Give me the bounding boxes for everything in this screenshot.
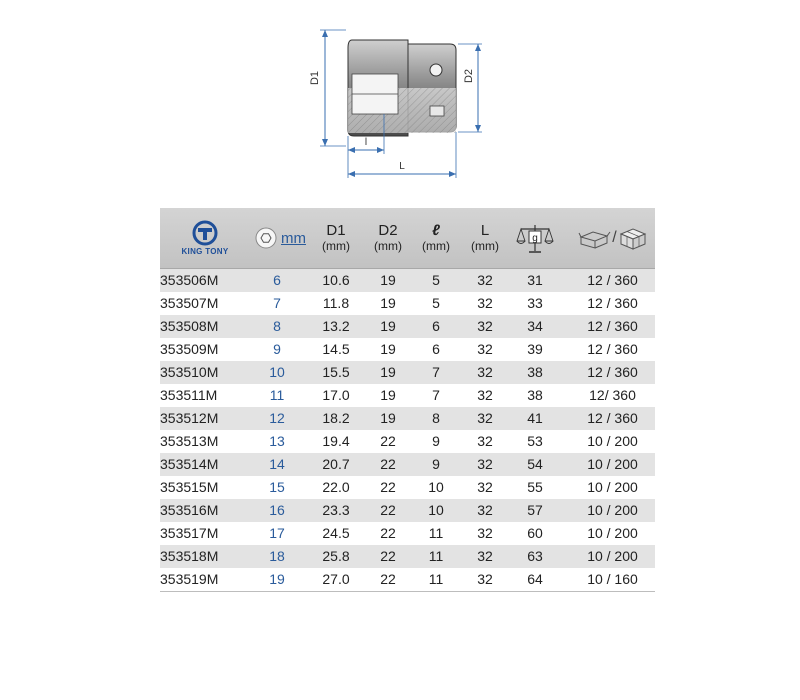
size-mm-cell: 15 — [269, 479, 285, 495]
L-cell: 32 — [477, 571, 493, 587]
L-cell: 32 — [477, 295, 493, 311]
weight-cell: 41 — [527, 410, 543, 426]
packing-cell: 10 / 200 — [587, 548, 638, 564]
l-small-cell: 5 — [432, 295, 440, 311]
brand-name: KING TONY — [181, 247, 229, 256]
d2-cell: 22 — [380, 548, 396, 564]
d1-cell: 23.3 — [322, 502, 350, 518]
table-row — [160, 430, 655, 453]
weight-cell: 38 — [527, 387, 543, 403]
spec-table — [160, 208, 655, 592]
product-code-cell: 353519M — [160, 571, 219, 587]
packing-cell: 10 / 200 — [587, 502, 638, 518]
d1-cell: 25.8 — [322, 548, 350, 564]
weight-cell: 53 — [527, 433, 543, 449]
size-mm-cell: 14 — [269, 456, 285, 472]
product-code-cell: 353517M — [160, 525, 219, 541]
weight-cell: 63 — [527, 548, 543, 564]
l-small-cell: 7 — [432, 387, 440, 403]
size-mm-cell: 11 — [269, 387, 285, 403]
d2-cell: 19 — [380, 295, 396, 311]
L-cell: 32 — [477, 341, 493, 357]
d2-cell: 22 — [380, 571, 396, 587]
header-d1-unit: (mm) — [322, 239, 350, 253]
packing-cell: 12 / 360 — [587, 295, 638, 311]
d1-cell: 15.5 — [322, 364, 350, 380]
weight-cell: 33 — [527, 295, 543, 311]
d2-cell: 22 — [380, 479, 396, 495]
table-row — [160, 545, 655, 568]
L-label: L — [399, 161, 405, 172]
table-row — [160, 338, 655, 361]
l-small-cell: 8 — [432, 410, 440, 426]
weight-cell: 54 — [527, 456, 543, 472]
product-code-cell: 353516M — [160, 502, 219, 518]
table-body — [160, 269, 655, 592]
header-mm: mm — [281, 229, 306, 247]
L-cell: 32 — [477, 318, 493, 334]
d2-cell: 22 — [380, 502, 396, 518]
product-code-cell: 353515M — [160, 479, 219, 495]
L-cell: 32 — [477, 364, 493, 380]
packing-cell: 10 / 200 — [587, 525, 638, 541]
product-code-cell: 353506M — [160, 272, 219, 288]
header-L-label: L — [480, 222, 490, 239]
l-small-cell: 11 — [428, 571, 444, 587]
product-code-cell: 353513M — [160, 433, 219, 449]
d1-label: D1 — [309, 70, 321, 86]
weight-cell: 64 — [527, 571, 543, 587]
table-row — [160, 407, 655, 430]
L-cell: 32 — [477, 433, 493, 449]
weight-cell: 38 — [527, 364, 543, 380]
L-cell: 32 — [477, 456, 493, 472]
packing-cell: 10 / 160 — [587, 571, 638, 587]
d1-cell: 18.2 — [322, 410, 350, 426]
brand-logo — [166, 208, 244, 268]
header-d2-label: D2 — [378, 222, 398, 239]
l-small-cell: 5 — [432, 272, 440, 288]
l-small-cell: 6 — [432, 341, 440, 357]
l-small-cell: 11 — [428, 525, 444, 541]
d1-cell: 10.6 — [322, 272, 350, 288]
d2-cell: 19 — [380, 318, 396, 334]
size-mm-cell: 16 — [269, 502, 285, 518]
header-d1 — [308, 208, 364, 268]
d2-cell: 22 — [380, 525, 396, 541]
size-mm-cell: 7 — [273, 295, 281, 311]
size-mm-cell: 8 — [273, 318, 281, 334]
d1-cell: 24.5 — [322, 525, 350, 541]
packing-cell: 12 / 360 — [587, 318, 638, 334]
d1-cell: 17.0 — [322, 387, 350, 403]
d1-cell: 20.7 — [322, 456, 350, 472]
l-small-cell: 11 — [428, 548, 444, 564]
header-d2-unit: (mm) — [374, 239, 402, 253]
table-row — [160, 361, 655, 384]
weight-cell: 60 — [527, 525, 543, 541]
d2-cell: 19 — [380, 387, 396, 403]
header-size — [250, 208, 310, 268]
L-cell: 32 — [477, 479, 493, 495]
d2-cell: 22 — [380, 433, 396, 449]
hex-socket-icon — [254, 227, 278, 249]
packing-cell: 10 / 200 — [587, 456, 638, 472]
L-cell: 32 — [477, 502, 493, 518]
l-small-cell: 6 — [432, 318, 440, 334]
packing-cell: 12 / 360 — [587, 364, 638, 380]
weight-cell: 55 — [527, 479, 543, 495]
packing-cell: 12 / 360 — [587, 410, 638, 426]
header-L — [460, 208, 510, 268]
product-code-cell: 353510M — [160, 364, 219, 380]
socket-dimension-drawing — [300, 18, 500, 183]
L-cell: 32 — [477, 272, 493, 288]
product-code-cell: 353507M — [160, 295, 219, 311]
d2-cell: 19 — [380, 364, 396, 380]
header-d1-label: D1 — [326, 222, 346, 239]
d1-cell: 27.0 — [322, 571, 350, 587]
table-row — [160, 315, 655, 338]
d1-cell: 14.5 — [322, 341, 350, 357]
table-row — [160, 269, 655, 292]
header-l-small-label: ℓ — [432, 222, 440, 239]
header-packing: / — [570, 208, 655, 268]
table-row — [160, 453, 655, 476]
L-cell: 32 — [477, 548, 493, 564]
l-small-cell: 9 — [432, 433, 440, 449]
weight-unit-label: g — [532, 233, 538, 244]
table-row — [160, 292, 655, 315]
table-row — [160, 522, 655, 545]
d2-cell: 19 — [380, 410, 396, 426]
d2-cell: 19 — [380, 341, 396, 357]
weight-cell: 39 — [527, 341, 543, 357]
header-d2 — [364, 208, 412, 268]
packing-cell: 12 / 360 — [587, 272, 638, 288]
d1-cell: 11.8 — [322, 295, 350, 311]
l-small-cell: 9 — [432, 456, 440, 472]
size-mm-cell: 18 — [269, 548, 285, 564]
size-mm-cell: 17 — [269, 525, 285, 541]
packing-cell: 12/ 360 — [589, 387, 636, 403]
product-code-cell: 353518M — [160, 548, 219, 564]
l-small-cell: 10 — [428, 502, 444, 518]
packing-cell: 12 / 360 — [587, 341, 638, 357]
L-cell: 32 — [477, 387, 493, 403]
l-small-cell: 7 — [432, 364, 440, 380]
socket-drawing-svg — [300, 18, 500, 183]
packing-cell: 10 / 200 — [587, 433, 638, 449]
d2-cell: 22 — [380, 456, 396, 472]
d1-cell: 22.0 — [322, 479, 350, 495]
table-header — [160, 208, 655, 269]
box-pack-icon — [577, 227, 611, 249]
header-l-small-unit: (mm) — [422, 239, 450, 253]
table-row — [160, 499, 655, 522]
product-code-cell: 353509M — [160, 341, 219, 357]
size-mm-cell: 10 — [269, 364, 285, 380]
size-mm-cell: 13 — [269, 433, 285, 449]
packing-cell: 10 / 200 — [587, 479, 638, 495]
table-row — [160, 384, 655, 407]
size-mm-cell: 19 — [269, 571, 285, 587]
product-code-cell: 353511M — [160, 387, 218, 403]
pin-hole — [430, 64, 442, 76]
header-weight — [510, 208, 560, 268]
d2-label: D2 — [463, 68, 475, 84]
weight-cell: 31 — [527, 272, 543, 288]
product-code-cell: 353514M — [160, 456, 219, 472]
L-cell: 32 — [477, 410, 493, 426]
l-small-label: l — [364, 137, 368, 148]
d2-cell: 19 — [380, 272, 396, 288]
king-tony-logo-icon — [190, 220, 220, 246]
table-row — [160, 476, 655, 499]
header-l-small — [412, 208, 460, 268]
table-row — [160, 568, 655, 592]
size-mm-cell: 6 — [273, 272, 281, 288]
header-L-unit: (mm) — [471, 239, 499, 253]
size-mm-cell: 9 — [273, 341, 281, 357]
carton-pack-icon — [618, 226, 648, 250]
L-cell: 32 — [477, 525, 493, 541]
product-code-cell: 353508M — [160, 318, 219, 334]
weight-cell: 34 — [527, 318, 543, 334]
size-mm-cell: 12 — [269, 410, 285, 426]
scale-weight-icon — [515, 221, 555, 255]
product-code-cell: 353512M — [160, 410, 219, 426]
weight-cell: 57 — [527, 502, 543, 518]
l-small-cell: 10 — [428, 479, 444, 495]
d1-cell: 19.4 — [322, 433, 350, 449]
d1-cell: 13.2 — [322, 318, 350, 334]
